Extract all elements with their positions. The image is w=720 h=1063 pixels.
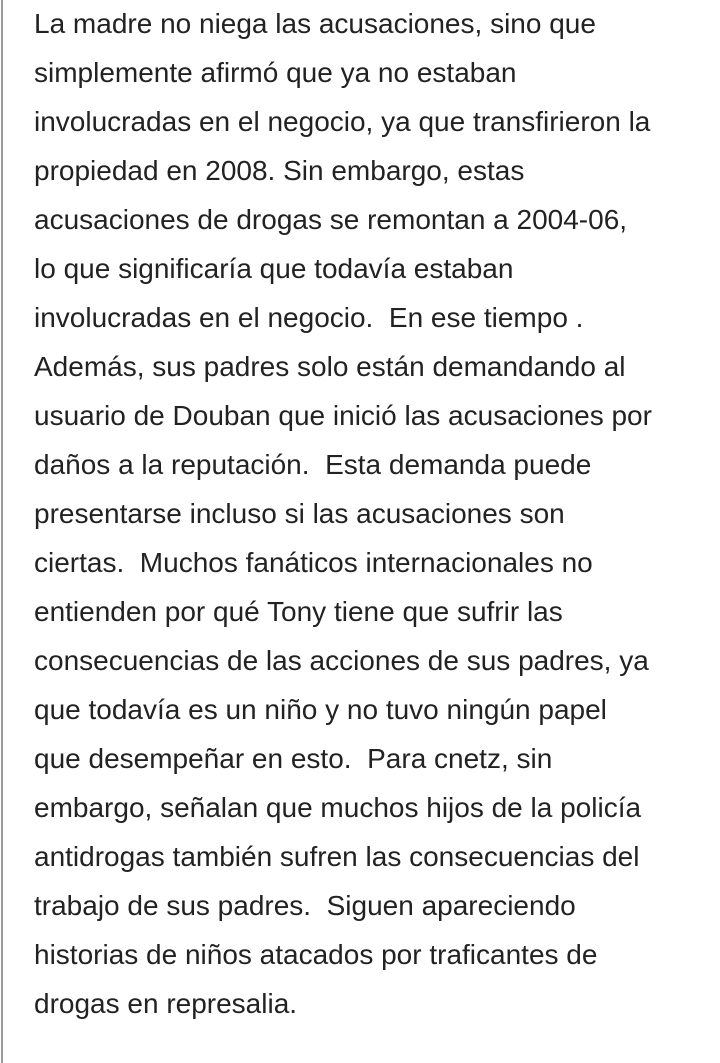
text-line: involucradas en el negocio. En ese tiempo . [34,302,584,333]
text-line: que todavía es un niño y no tuvo ningún papel [34,694,607,725]
text-line: que desempeñar en esto. Para cnetz, sin [34,743,553,774]
text-line: La madre no niega las acusaciones, sino que [34,8,596,39]
text-line: antidrogas también sufren las consecuencias del [34,841,640,872]
text-line: presentarse incluso si las acusaciones son [34,498,565,529]
article-text [34,0,714,1028]
text-line: daños a la reputación. Esta demanda puede [34,449,592,480]
text-line: ciertas. Muchos fanáticos internacionales no [34,547,593,578]
text-line: simplemente afirmó que ya no estaban [34,57,517,88]
text-line: trabajo de sus padres. Siguen apareciendo [34,890,576,921]
text-line: consecuencias de las acciones de sus padres, ya [34,645,649,676]
text-line: lo que significaría que todavía estaban [34,253,514,284]
left-border-divider [1,0,3,1063]
text-line: usuario de Douban que inició las acusaciones por [34,400,652,431]
text-line: drogas en represalia. [34,988,298,1019]
text-line: Además, sus padres solo están demandando al [34,351,626,382]
text-line: historias de niños atacados por traficantes de [34,939,598,970]
text-line: acusaciones de drogas se remontan a 2004-06, [34,204,628,235]
text-line: entienden por qué Tony tiene que sufrir las [34,596,563,627]
text-line: propiedad en 2008. Sin embargo, estas [34,155,525,186]
text-line: embargo, señalan que muchos hijos de la policía [34,792,642,823]
text-line: involucradas en el negocio, ya que transfirieron la [34,106,651,137]
